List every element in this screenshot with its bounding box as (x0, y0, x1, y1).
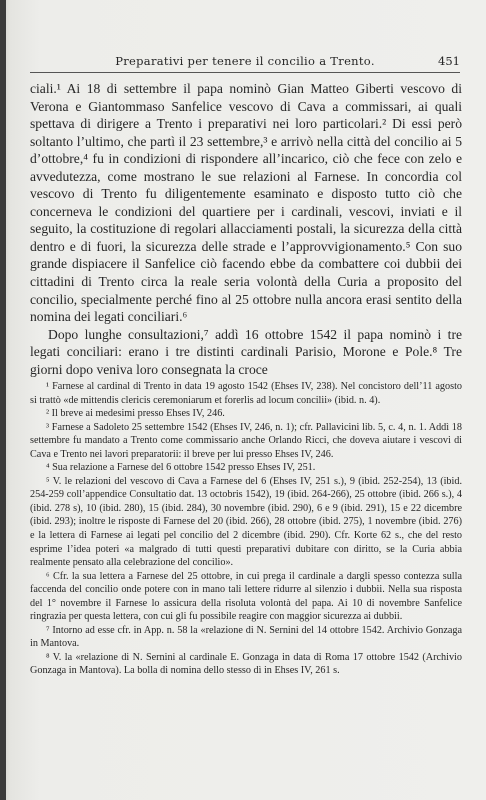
running-head (30, 54, 460, 70)
paragraph: Dopo lunghe consultazioni,⁷ addì 16 ottobre 1542 il papa nominò i tre legati conciliari: erano i tre distinti cardinali Parisio, Morone e Pole.⁸ Tre giorni dopo veniva loro consegnata la croce (30, 326, 462, 377)
footnote: ¹ Farnese al cardinal di Trento in data 19 agosto 1542 (Ehses IV, 238). Nel concistoro dell’11 agosto si trattò «de mittendis clericis ceremoniarum et forerlis ad locum concilii» (ibid. n. 4). (30, 381, 462, 406)
binding-gutter (0, 0, 6, 800)
header-rule (30, 72, 460, 73)
footnote: ³ Farnese a Sadoleto 25 settembre 1542 (Ehses IV, 246, n. 1); cfr. Pallavicini lib. 5, c. 4, n. 1. Addì 18 settembre fu mandato a Trento come commissario anche Orlando Ricci, che doveva aiutare i vescovi di Cava e Trento nei lavori preparatorii: il breve per lui presso Ehses IV, 246. (30, 421, 462, 460)
footnote: ⁵ V. le relazioni del vescovo di Cava a Farnese del 6 (Ehses IV, 251 s.), 9 (ibid. 252-254), 13 (ibid. 254-259 coll’appendice Consultatio dat. 13 octobris 1542), 19 (ibid. 264-266), 25 ottobre (ibid. 266 s.), 4 (ibid. 278 s), 10 (ibid. 280), 15 (ibid. 284), 30 novembre (ibid. 290), 6 e 9 (ibid. 291), 15 e 22 dicembre (ibid. 293); inoltre le risposte di Farnese del 20 (ibid. 266), 28 ottobre (ibid. 275), 1 novembre (ibid. 276) e la lettera di Farnese ai legati pel concilio del 2 dicembre (ibid. 290). Cfr. Korte 62 s., che del resto esprime l’idea poteri «a malgrado di tutti questi preparativi dubitare con diritto, se la Curia abbia realmente pensato alla celebrazione del concilio». (30, 475, 462, 569)
footnote: ⁸ V. la «relazione di N. Sernini al cardinale E. Gonzaga in data di Roma 17 ottobre 1542 (Archivio Gonzaga in Mantova). La bolla di nomina dello stesso dì in Ehses IV, 261 s. (30, 651, 462, 677)
footnote: ⁶ Cfr. la sua lettera a Farnese del 25 ottobre, in cui prega il cardinale a dargli spesso contezza sulla faccenda del concilio onde potere con in mano tali lettere ridurre al silenzio i dubbii. Nella sua risposta del 1° novembre il Farnese lo assicura della risoluta volontà del papa. Ai 10 di novembre Sanfelice ringrazia per questa lettera, con cui gli fu possibile reagire con maggior sicurezza ai dubbii. (30, 570, 462, 623)
footnotes (30, 380, 462, 678)
page-number: 451 (438, 54, 460, 68)
paragraph: ciali.¹ Ai 18 di settembre il papa nominò Gian Matteo Giberti vescovo di Verona e Giantommaso Sanfelice vescovo di Cava a commissari, ai quali spettava di dirigere a Trento i preparativi nei loro particolari.² Di essi però soltanto l’ultimo, che partì il 23 settembre,³ e arrivò nella città del concilio ai 5 d’ottobre,⁴ fu in condizioni di rispondere all’incarico, ciò che fece con zelo e avvedutezza, come mostrano le sue relazioni al Farnese. In concordia col vescovo di Trento fu diligentemente esaminato e disposto tutto ciò che concerneva le condizioni del quartiere per i cardinali, vescovi, inviati e il seguito, la costituzione di regolari allacciamenti postali, la sicurezza della città dentro e di fuori, la sicurezza delle strade e l’approvvigionamento.⁵ Con suo grande dispiacere il Sanfelice ciò facendo ebbe da combattere coi dubbii dei cittadini di Trento circa la reale seria volontà della Curia a proposito del concilio, specialmente perché fino al 25 ottobre nulla ancora erasi sentito della nomina dei legati conciliari.⁶ (30, 81, 462, 325)
running-head-title: Preparativi per tenere il concilio a Trento. (115, 54, 375, 68)
footnote: ⁷ Intorno ad esse cfr. in App. n. 58 la «relazione di N. Sernini del 14 ottobre 1542. Archivio Gonzaga in Mantova. (30, 624, 462, 650)
main-text (30, 80, 462, 378)
footnote: ⁴ Sua relazione a Farnese del 6 ottobre 1542 presso Ehses IV, 251. (46, 462, 316, 474)
footnote: ² Il breve ai medesimi presso Ehses IV, 246. (46, 408, 225, 420)
